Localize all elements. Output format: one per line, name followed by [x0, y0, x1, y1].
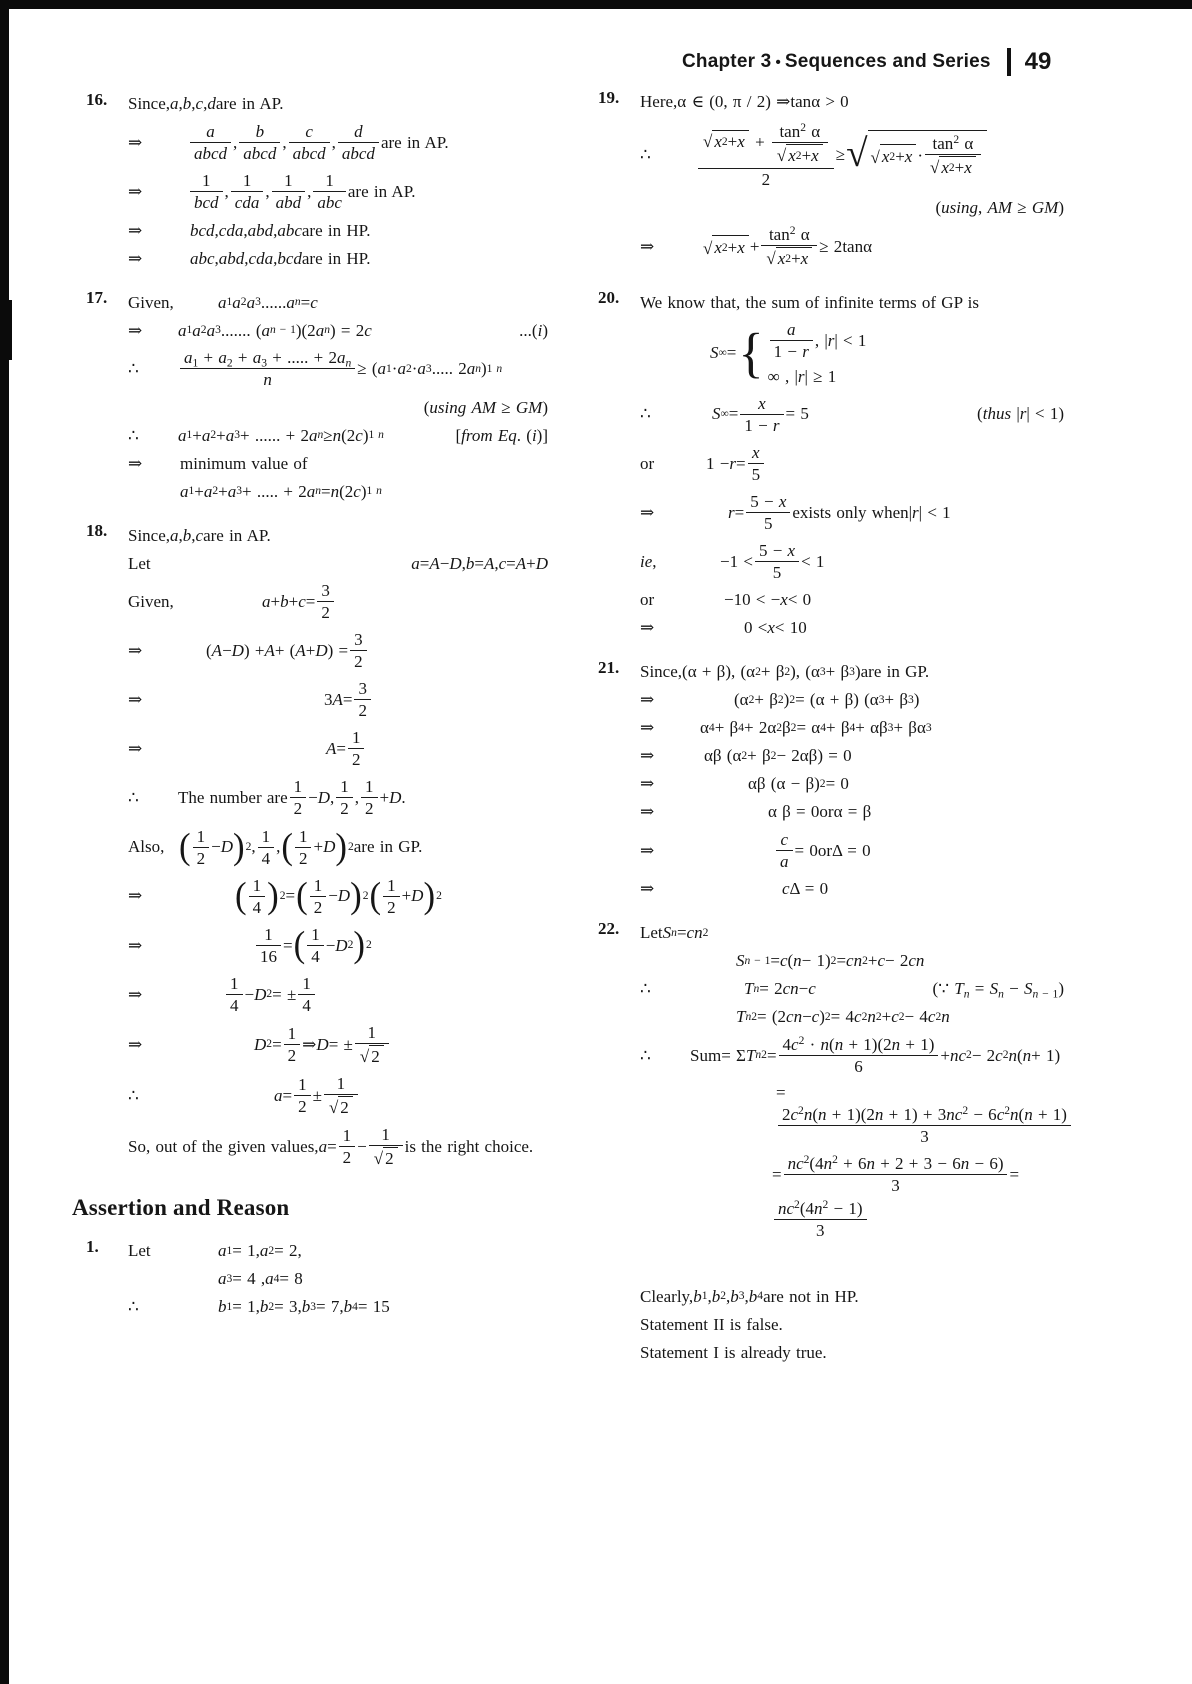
header-bullet: • — [775, 54, 781, 71]
item-number — [598, 1280, 640, 1368]
formula: Let S n = cn 2 — [640, 923, 709, 943]
formula: We know that, the sum of infinite terms of GP is — [640, 292, 979, 312]
item-number: 22. — [598, 918, 620, 938]
math-line — [640, 392, 1064, 437]
item-body — [128, 1235, 548, 1323]
header-divider — [1007, 48, 1011, 76]
solution-item — [578, 917, 1067, 1247]
math-line — [128, 874, 548, 919]
solution-item — [578, 656, 1064, 905]
line-connective: ⇒ — [640, 237, 655, 257]
line-connective: or — [640, 453, 655, 473]
solution-item — [72, 519, 548, 1174]
right-annotation: ...(i) — [519, 320, 548, 340]
math-line — [640, 772, 1064, 796]
scan-edge-left — [0, 0, 9, 1684]
math-line — [128, 825, 548, 870]
line-connective: ⇒ — [640, 690, 655, 710]
math-line — [128, 395, 548, 419]
line-connective: ⇒ — [640, 879, 655, 899]
line-connective: Given, — [128, 592, 174, 612]
formula: a 1 a 2 a 3 ....... ( a n − 1 )(2 a n ) = 2 c — [178, 320, 372, 340]
item-body — [640, 917, 1067, 1247]
math-line — [128, 318, 548, 342]
formula: √ x 2 + x + $\tan^2 \alpha$ √ x 2 + x ≥ 2 tan α — [703, 224, 873, 269]
formula: Sum = Σ T n 2 = $4c^2 \cdot n(n + 1)(2n + 1)$ 6 + nc 2 − 2 c 2 n ( n + 1) — [690, 1034, 1061, 1076]
line-connective: ⇒ — [128, 132, 143, 152]
page-header — [682, 48, 1051, 76]
line-connective: ie, — [640, 551, 657, 571]
formula: a = A − D , b = A , c = A + D — [411, 553, 548, 573]
math-line — [640, 1284, 1064, 1308]
line-connective: ⇒ — [640, 802, 655, 822]
formula: c a = 0 or Δ = 0 — [774, 828, 871, 873]
formula: a 1 + a 2 + a 3 + ...... + 2 a n ≥ n (2 c ) 1 n — [178, 425, 384, 445]
formula: S n − 1 = c ( n − 1) 2 = cn 2 + c − 2 cn — [736, 951, 925, 971]
formula: A = 1 2 — [326, 726, 366, 771]
line-connective: ⇒ — [128, 320, 143, 340]
line-connective: ⇒ — [128, 641, 143, 661]
math-line — [640, 1152, 1064, 1242]
formula: a + b + c = 3 2 — [262, 579, 336, 624]
formula: a 3 = 4 , a 4 = 8 — [218, 1269, 303, 1289]
line-connective: ⇒ — [640, 618, 655, 638]
math-line — [640, 660, 1064, 684]
formula: a 1 + a 2 + a 3 + ..... + 2 a n = n (2 c ) 1 n — [180, 481, 382, 501]
formula: −10 < − x < 0 — [724, 590, 812, 610]
formula: r = 5 − x 5 exists only when | r | < 1 — [728, 491, 951, 533]
math-line — [640, 1312, 1064, 1336]
formula: minimum value of — [180, 453, 308, 473]
math-line — [640, 588, 1064, 612]
math-line — [640, 828, 1064, 873]
item-number: 17. — [86, 288, 108, 308]
math-line — [128, 290, 548, 314]
math-line — [128, 1123, 548, 1170]
right-annotation: (∵ $T_n = S_n - S_{n - 1}$) — [932, 979, 1064, 1001]
line-connective: Given, — [128, 292, 174, 312]
line-connective: ⇒ — [128, 886, 143, 906]
math-line — [640, 1033, 1064, 1078]
math-line — [128, 726, 548, 771]
formula: ( 1 4 ) 2 = ( 1 2 − D ) 2 ( 1 2 + D ) 2 — [235, 875, 442, 917]
formula: abc , abd , cda , bcd are in HP. — [190, 248, 371, 268]
math-line — [128, 923, 548, 968]
formula: −1 < 5 − x 5 < 1 — [720, 540, 825, 582]
math-line — [128, 218, 548, 242]
formula: c Δ = 0 — [782, 879, 829, 899]
line-connective: ∴ — [128, 359, 139, 379]
math-line — [640, 290, 1064, 314]
formula: 3 A = 3 2 — [324, 677, 373, 722]
line-connective: ⇒ — [128, 220, 143, 240]
formula: 1 4 − D 2 = ± 1 4 — [224, 972, 317, 1017]
line-connective: ⇒ — [128, 1034, 143, 1054]
line-connective: ∴ — [128, 425, 139, 445]
line-connective: ⇒ — [640, 502, 655, 522]
math-line — [640, 118, 1064, 191]
solution-item — [578, 1280, 1064, 1368]
line-connective: ⇒ — [128, 453, 143, 473]
formula: bcd , cda , abd , abc are in HP. — [190, 220, 371, 240]
math-line — [640, 195, 1064, 219]
line-connective: ⇒ — [128, 984, 143, 1004]
formula: αβ (α 2 + β 2 − 2αβ) = 0 — [704, 746, 852, 766]
formula: a = 1 2 ± 1 √ 2 — [274, 1072, 360, 1119]
formula: S ∞ = { a 1 − r , | r | < 1 ∞ , | r | ≥ 1 — [710, 320, 867, 387]
formula: (α 2 + β 2 ) 2 = (α + β) (α 3 + β 3 ) — [734, 690, 920, 710]
line-connective: ∴ — [128, 1085, 139, 1105]
formula: Clearly, b 1 , b 2 , b 3 , b 4 are not in HP. — [640, 1286, 859, 1306]
math-line — [128, 775, 548, 820]
line-connective: ⇒ — [640, 840, 655, 860]
right-annotation: (thus |r| < 1) — [977, 404, 1064, 424]
formula: b 1 = 1, b 2 = 3, b 3 = 7, b 4 = 15 — [218, 1297, 390, 1317]
solution-item — [72, 88, 548, 274]
math-line — [640, 490, 1064, 535]
left-column — [72, 88, 548, 1335]
math-line — [640, 223, 1064, 270]
formula: ( 1 2 − D ) 2 , 1 4 , ( 1 2 + D ) 2 are in GP. — [179, 826, 423, 868]
line-connective: ∴ — [640, 144, 651, 164]
line-connective: ∴ — [128, 788, 139, 808]
formula: Since, a , b , c , d are in AP. — [128, 94, 284, 114]
formula: D 2 = 1 2 ⇒ D = ± 1 √ 2 — [254, 1021, 391, 1068]
formula: ( A − D ) + A + ( A + D ) = 3 2 — [206, 628, 369, 673]
math-line — [640, 1340, 1064, 1364]
formula: 1 16 = ( 1 4 − D 2 ) 2 — [254, 923, 372, 968]
running-head — [682, 51, 991, 73]
math-line — [640, 318, 1064, 387]
formula: a 1 a 2 a 3 ...... a n = c — [218, 292, 318, 312]
item-body — [640, 1280, 1064, 1368]
item-number: 21. — [598, 657, 620, 677]
line-connective: Let — [128, 553, 151, 573]
math-line — [640, 1005, 1064, 1029]
formula: Here, α ∈ (0, π / 2) ⇒ tan α > 0 — [640, 92, 849, 112]
formula: So, out of the given values, a = 1 2 − 1 √ 2 is the right choice. — [128, 1124, 534, 1168]
math-line — [128, 1072, 548, 1119]
math-line — [640, 1082, 1067, 1148]
math-line — [128, 551, 548, 575]
chapter-title: Sequences and Series — [784, 51, 991, 72]
line-connective: ⇒ — [128, 248, 143, 268]
item-number: 16. — [86, 90, 108, 109]
solution-item — [578, 86, 1064, 274]
line-connective: ∴ — [640, 1045, 651, 1065]
math-line — [128, 423, 548, 447]
item-number: 18. — [86, 521, 108, 541]
line-connective: ⇒ — [640, 718, 655, 738]
math-line — [640, 921, 1064, 945]
math-line — [128, 972, 548, 1017]
formula: √ x 2 + x + $\tan^2 \alpha$ √ x 2 + x 2 ≥ √ √ x 2 + x · $\tan^2 \alpha$ √ x 2 + x — [696, 118, 988, 191]
formula: Statement II is false. — [640, 1314, 783, 1334]
right-column — [578, 86, 1067, 1380]
item-body — [640, 286, 1064, 644]
formula: Since, a , b , c are in AP. — [128, 525, 271, 545]
formula: αβ (α − β) 2 = 0 — [748, 774, 849, 794]
math-line — [128, 120, 548, 165]
solution-item — [578, 286, 1064, 644]
line-connective: ∴ — [128, 1297, 139, 1317]
formula: 0 < x < 10 — [744, 618, 807, 638]
item-number: 1. — [86, 1236, 99, 1256]
line-connective: or — [640, 590, 655, 610]
right-annotation: (using AM ≥ GM) — [423, 397, 548, 417]
line-connective: ⇒ — [128, 181, 143, 201]
scan-edge-top — [0, 0, 1192, 9]
math-line — [640, 539, 1064, 584]
formula: S ∞ = x 1 − r = 5 — [712, 393, 809, 435]
formula: 1 bcd , 1 cda , 1 abd , 1 abc are in AP. — [188, 169, 416, 214]
right-annotation: [from Eq. (i)] — [455, 425, 548, 445]
line-connective: ∴ — [640, 979, 651, 999]
math-line — [640, 616, 1064, 640]
line-connective: ⇒ — [640, 774, 655, 794]
math-line — [128, 169, 548, 214]
section-heading: Assertion and Reason — [72, 1195, 290, 1221]
formula: The number are 1 2 − D , 1 2 , 1 2 + D . — [178, 777, 406, 819]
line-connective: ⇒ — [128, 690, 143, 710]
formula: Since, (α + β), (α 2 + β 2 ), (α 3 + β 3 ) are in GP. — [640, 662, 930, 682]
line-connective: Also, — [128, 837, 165, 857]
math-line — [128, 1267, 548, 1291]
solution-item — [72, 1235, 548, 1323]
math-line — [640, 744, 1064, 768]
item-body — [640, 656, 1064, 905]
math-line — [128, 579, 548, 624]
math-line — [640, 688, 1064, 712]
formula: α β = 0 or α = β — [768, 802, 872, 822]
math-line — [128, 523, 548, 547]
math-line — [640, 949, 1064, 973]
line-connective: ∴ — [640, 404, 651, 424]
item-number: 19. — [598, 88, 620, 107]
line-connective: ⇒ — [640, 746, 655, 766]
math-line — [640, 716, 1064, 740]
item-body — [128, 88, 548, 274]
formula: $a_1 + a_2 + a_3$ + ..... + $2a_n$ n ≥ ( a 1 · a 2 · a 3 ..... 2 a n ) 1 n — [178, 346, 502, 391]
chapter-label: Chapter 3 — [682, 51, 772, 72]
math-line — [640, 800, 1064, 824]
formula: a 1 = 1, a 2 = 2, — [218, 1241, 302, 1261]
item-body — [640, 86, 1064, 274]
math-line — [128, 677, 548, 722]
math-line — [128, 346, 548, 391]
item-number: 20. — [598, 288, 620, 308]
formula: = $2c^2n(n + 1)(2n + 1) + 3nc^2 - 6c^2n(n + 1)$ 3 — [776, 1082, 1073, 1148]
math-line — [128, 246, 548, 270]
line-connective: ⇒ — [128, 739, 143, 759]
item-body — [128, 519, 548, 1174]
right-annotation: (using, AM ≥ GM) — [935, 197, 1064, 217]
math-line — [640, 441, 1064, 486]
line-connective: ⇒ — [128, 935, 143, 955]
page-number: 49 — [1024, 48, 1052, 75]
formula: 1 − r = x 5 — [706, 441, 766, 486]
math-line — [640, 90, 1064, 114]
math-line — [128, 1239, 548, 1263]
math-line — [128, 451, 548, 475]
math-line — [128, 479, 548, 503]
solution-item — [72, 286, 548, 507]
math-line — [128, 1021, 548, 1068]
formula: a abcd , b abcd , c abcd , d abcd are in AP. — [188, 120, 449, 165]
item-body — [128, 286, 548, 507]
formula: α 4 + β 4 + 2α 2 β 2 = α 4 + β 4 + αβ 3 + βα 3 — [700, 718, 932, 738]
formula: T n = 2 cn − c — [744, 979, 816, 999]
math-line — [640, 877, 1064, 901]
line-connective: Let — [128, 1241, 151, 1261]
math-line — [640, 977, 1064, 1001]
formula: T n 2 = (2 cn − c ) 2 = 4 c 2 n 2 + c 2 − 4 c 2 n — [736, 1007, 950, 1027]
math-line — [128, 628, 548, 673]
formula: Statement I is already true. — [640, 1342, 827, 1362]
math-line — [128, 1295, 548, 1319]
math-line — [128, 92, 548, 116]
formula: = $nc^2(4n^2 + 6n + 2 + 3 - 6n - 6)$ 3 = $nc^2(4n^2 - 1)$ 3 — [772, 1153, 1020, 1241]
